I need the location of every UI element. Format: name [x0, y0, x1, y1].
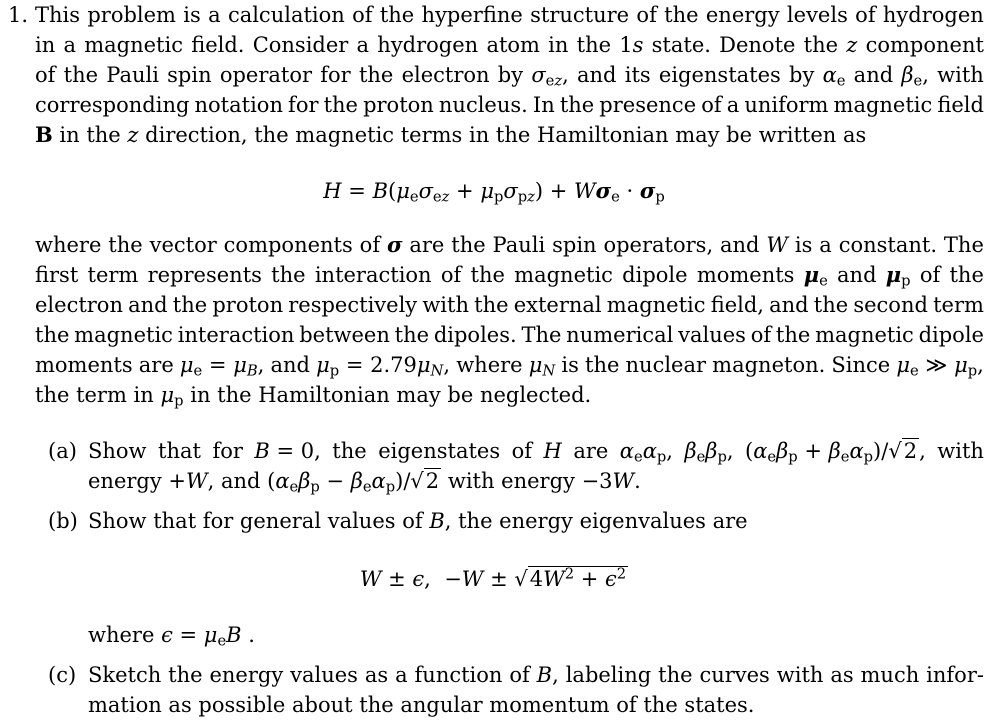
- part-b-label: (b): [48, 509, 78, 533]
- part-a-line-1: Show that for B = 0, the eigenstates of H are $\alpha_e\alpha_p$, $\beta_e\beta_p$, $(\alpha_e\beta_p + \beta_e\alpha_p)/√2$, with: [88, 439, 984, 466]
- part-b-line-1: Show that for general values of B, the energy eigenvalues are: [88, 509, 748, 533]
- intro-line-5: B in the z direction, the magnetic terms in the Hamiltonian may be written as: [35, 122, 867, 147]
- body-line-2: first term represents the interaction of the magnetic dipole moments $\mu_e$ and $\mu_p$ of the: [35, 262, 984, 290]
- part-c-label: (c): [48, 663, 77, 687]
- part-a-label: (a): [48, 439, 77, 463]
- part-b-where: where $\epsilon = \mu_eB$ .: [88, 623, 255, 650]
- body-line-3: electron and the proton respectively with the external magnetic field, and the second term: [35, 293, 984, 317]
- intro-line-2: in a magnetic field. Consider a hydrogen atom in the 1s state. Denote the z component: [35, 33, 984, 57]
- intro-line-4: corresponding notation for the proton nucleus. In the presence of a uniform magnetic field: [35, 93, 984, 117]
- intro-line-1: This problem is a calculation of the hyperfine structure of the energy levels of hydrogen: [35, 3, 984, 27]
- part-c-line-1: Sketch the energy values as a function of B, labeling the curves with as much infor-: [88, 663, 984, 687]
- body-line-6: the term in $\mu_p$ in the Hamiltonian may be neglected.: [35, 383, 592, 410]
- body-line-5: moments are $\mu_e = \mu_B$, and $\mu_p = 2.79\mu_N$, where $\mu_N$ is the nuclear magneton. Since $\mu_e$ ≫ $\mu_p$,: [35, 353, 984, 380]
- part-c-line-2: mation as possible about the angular momentum of the states.: [88, 693, 755, 717]
- problem-number: 1.: [8, 3, 29, 27]
- part-b-eigenvalue-equation: W ± ϵ, $-W \pm √4W^2 + \epsilon^2$: [359, 565, 627, 591]
- body-line-4: the magnetic interaction between the dipoles. The numerical values of the magnetic dipole: [35, 323, 984, 347]
- body-line-1: where the vector components of σ are the Pauli spin operators, and W is a constant. The: [35, 232, 984, 257]
- hamiltonian-equation: $H = B(\mu_e\sigma_{ez} + \mu_p\sigma_{pz}) + W\sigma_e \cdot \sigma_p$: [323, 178, 665, 206]
- intro-line-3: of the Pauli spin operator for the electron by $\sigma_{ez}$, and its eigenstates by $\alpha_e$ and $\beta_e$, with: [35, 63, 984, 90]
- part-a-line-2: energy +W, and $(\alpha_e\beta_p - \beta_e\alpha_p)/√2$ with energy −3W.: [88, 469, 641, 496]
